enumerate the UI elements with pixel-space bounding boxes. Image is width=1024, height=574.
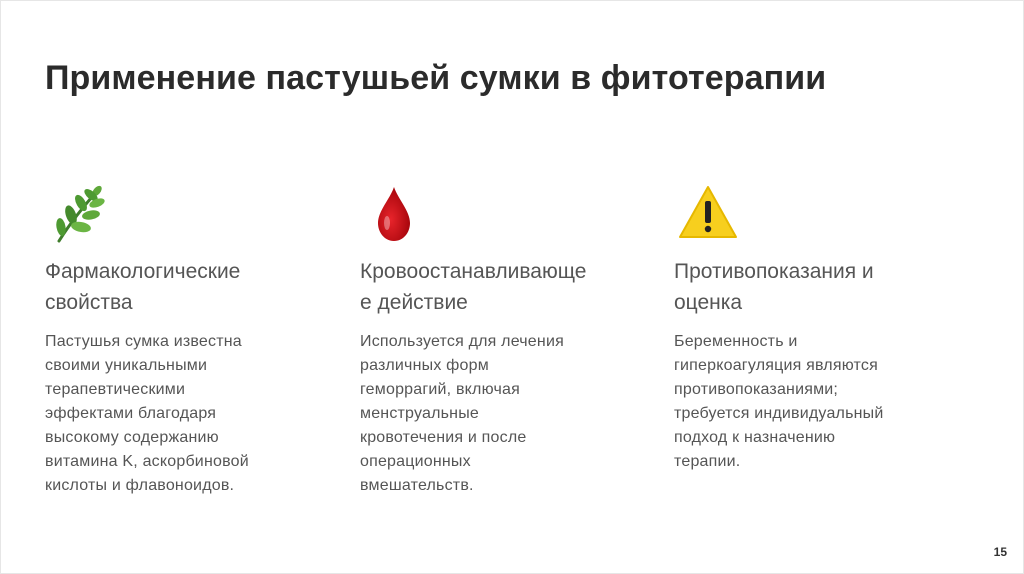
column-contraindications: [674, 181, 944, 474]
column-body: Беременность и гиперкоагуляция являются противопоказаниями; требуется индивидуальный подход к назначению терапии.: [674, 333, 884, 470]
slide-title: Применение пастушьей сумки в фитотерапии: [45, 59, 827, 97]
column-body: Пастушья сумка известна своими уникальными терапевтическими эффектами благодаря высокому содержанию витамина K, аскорбиновой кислоты и флавоноидов.: [45, 333, 249, 494]
page-number: 15: [993, 545, 1007, 559]
herb-icon: [47, 181, 111, 245]
column-body: Используется для лечения различных форм геморрагий, включая менструальные кровотечения и после операционных вмешательств.: [360, 333, 564, 494]
blood-drop-icon: [362, 181, 426, 245]
warning-icon: [676, 181, 740, 245]
column-heading: Противопоказания и оценка: [674, 260, 874, 314]
column-heading: Фармакологические свойства: [45, 260, 241, 314]
column-hemostatic: [360, 181, 630, 498]
column-pharmacological: [45, 181, 315, 498]
column-heading: Кровоостанавливающе е действие: [360, 260, 587, 314]
